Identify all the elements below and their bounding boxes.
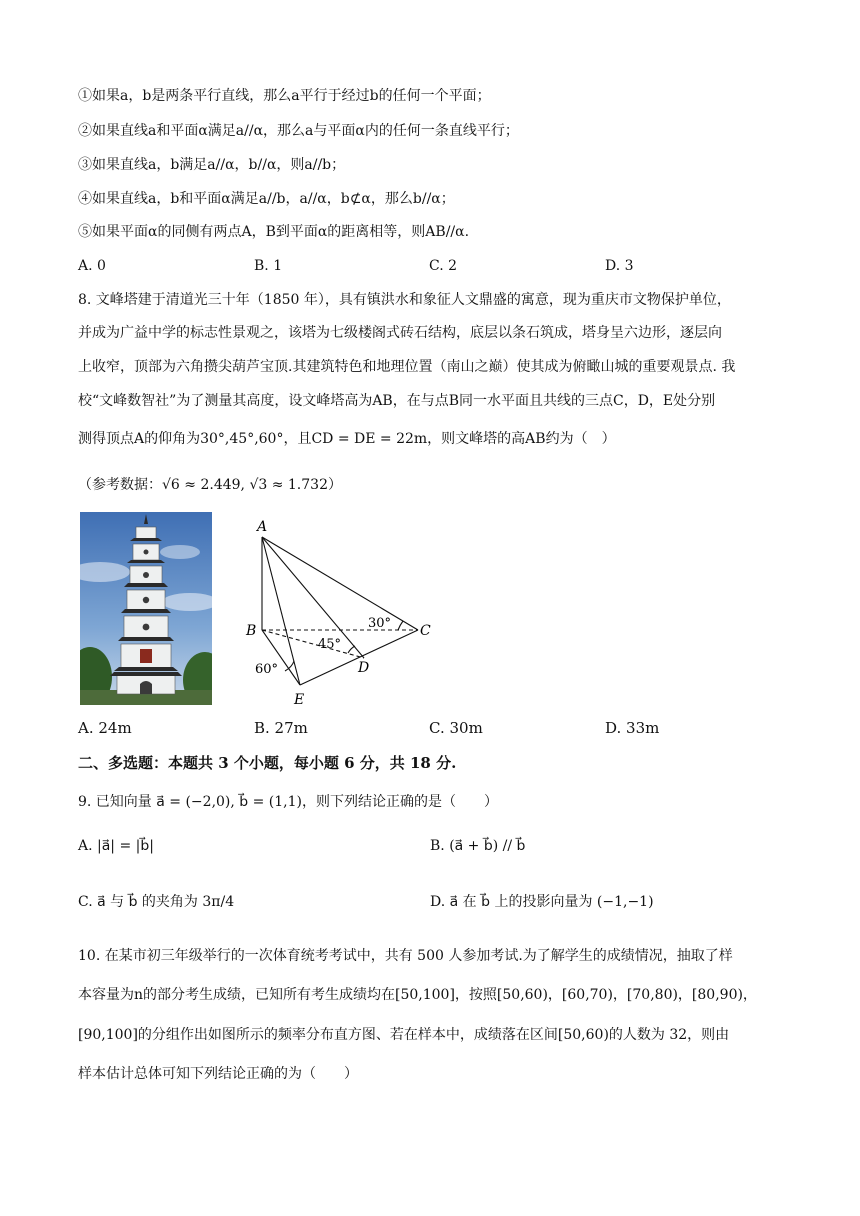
q8-text-line-4: 校“文峰数智社”为了测量其高度，设文峰塔高为AB，在与点B同一水平面且共线的三点C，D，E处分别 <box>78 393 716 409</box>
q9-option-b: B. (a⃗ + b⃗) // b⃗ <box>430 838 526 854</box>
q9-option-a: A. |a⃗| = |b⃗| <box>78 838 154 854</box>
q8-text-line-3: 上收窄，顶部为六角攒尖葫芦宝顶.其建筑特色和地理位置（南山之巅）使其成为俯瞰山城的重要观景点. 我 <box>78 359 736 375</box>
q8-option-d: D. 33m <box>605 719 660 737</box>
q8-text-line-5: 测得顶点A的仰角为30°,45°,60°，且CD = DE = 22m，则文峰塔的高AB约为（ ） <box>78 431 616 447</box>
q10-text-line-3: [90,100]的分组作出如图所示的频率分布直方图、若在样本中，成绩落在区间[50,60)的人数为 32，则由 <box>78 1027 730 1043</box>
q8-text-line-2: 并成为广益中学的标志性景观之，该塔为七级楼阁式砖石结构，底层以条石筑成，塔身呈六边形，逐层向 <box>78 325 722 341</box>
q7-statement-2: ②如果直线a和平面α满足a//α，那么a与平面α内的任何一条直线平行； <box>78 123 519 139</box>
q7-option-a: A. 0 <box>78 258 106 274</box>
q7-option-c: C. 2 <box>429 258 458 274</box>
pagoda-photo <box>80 512 212 705</box>
section-2-heading: 二、多选题：本题共 3 个小题，每小题 6 分，共 18 分. <box>78 754 457 772</box>
label-a: A <box>257 519 268 535</box>
pyramid-diagram <box>240 515 440 710</box>
q7-statement-4: ④如果直线a，b和平面α满足a//b，a//α，b⊄α，那么b//α； <box>78 191 455 207</box>
label-d: D <box>358 660 370 676</box>
angle-d-label: 45° <box>318 637 342 652</box>
q9-text: 9. 已知向量 a⃗ = (−2,0), b⃗ = (1,1)，则下列结论正确的是（ ） <box>78 794 498 810</box>
q7-statement-5: ⑤如果平面α的同侧有两点A，B到平面α的距离相等，则AB//α. <box>78 224 470 240</box>
q8-option-b: B. 27m <box>254 719 308 737</box>
q8-option-a: A. 24m <box>78 719 132 737</box>
q8-text-line-1: 8. 文峰塔建于清道光三十年（1850 年），具有镇洪水和象征人文鼎盛的寓意，现为重庆市文物保护单位， <box>78 292 731 308</box>
q7-option-b: B. 1 <box>254 258 283 274</box>
angle-c-label: 30° <box>368 616 392 631</box>
q7-option-d: D. 3 <box>605 258 634 274</box>
q10-text-line-4: 样本估计总体可知下列结论正确的为（ ） <box>78 1066 358 1082</box>
q8-reference-data: （参考数据：√6 ≈ 2.449, √3 ≈ 1.732） <box>78 477 342 493</box>
q9-option-d: D. a⃗ 在 b⃗ 上的投影向量为 (−1,−1) <box>430 894 654 910</box>
angle-e-label: 60° <box>255 662 279 677</box>
label-b: B <box>246 623 257 639</box>
label-e: E <box>294 692 305 708</box>
q9-option-c: C. a⃗ 与 b⃗ 的夹角为 3π/4 <box>78 894 235 910</box>
q7-statement-1: ①如果a，b是两条平行直线，那么a平行于经过b的任何一个平面； <box>78 88 491 104</box>
q7-statement-3: ③如果直线a，b满足a//α，b//α，则a//b； <box>78 157 346 173</box>
label-c: C <box>420 623 431 639</box>
q10-text-line-2: 本容量为n的部分考生成绩，已知所有考生成绩均在[50,100]，按照[50,60)，[60,70)，[70,80)，[80,90)， <box>78 987 757 1003</box>
q10-text-line-1: 10. 在某市初三年级举行的一次体育统考考试中，共有 500 人参加考试.为了解学生的成绩情况，抽取了样 <box>78 948 733 964</box>
q8-option-c: C. 30m <box>429 719 483 737</box>
